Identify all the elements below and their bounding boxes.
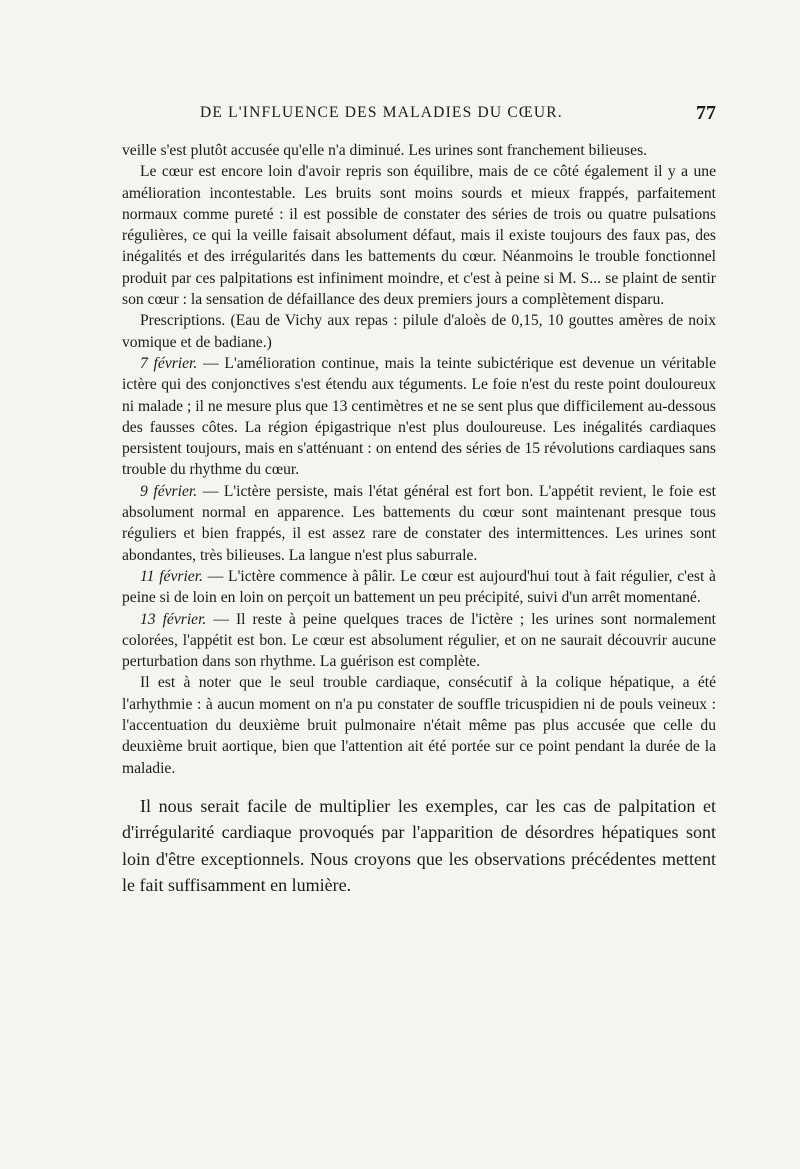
paragraph-text: — L'ictère commence à pâlir. Le cœur est aujourd'hui tout à fait régulier, c'est à peine si de loin en loin on perçoit un battement un peu précipité, suivi d'un arrêt momentané. <box>122 567 716 607</box>
paragraph <box>122 609 716 673</box>
paragraph-text: — L'amélioration continue, mais la teinte subictérique est devenue un véritable ictère qui des conjonctives s'est étendu aux téguments. Le foie n'est du reste point douloureux ni malade ; il ne mesure plus que 13 centimètres et ne se sent plus que difficilement au-dessous des fausses côtes. La région épigastrique n'est plus douloureuse. Les inégalités cardiaques persistent toujours, mais en s'atténuant : on entend des séries de 15 révolutions cardiaques sans trouble du rhythme du cœur. <box>122 354 716 479</box>
paragraph <box>122 310 716 353</box>
body-text <box>122 140 716 899</box>
paragraph-text: — Il reste à peine quelques traces de l'ictère ; les urines sont normalement colorées, l'appétit est bon. Le cœur est absolument régulier, et on ne saurait découvrir aucune perturbation dans son rhythme. La guérison est complète. <box>122 610 716 671</box>
paragraph-text: Prescriptions. (Eau de Vichy aux repas : pilule d'aloès de 0,15, 10 gouttes amères de noix vomique et de badiane.) <box>122 312 716 351</box>
paragraph <box>122 161 716 310</box>
paragraph <box>122 140 716 161</box>
entry-date: 7 février. <box>140 354 198 372</box>
entry-date: 13 février. <box>140 610 207 628</box>
conclusion-paragraph <box>122 793 716 899</box>
paragraph-text: Le cœur est encore loin d'avoir repris son équilibre, mais de ce côté également il y a une amélioration incontestable. Les bruits sont moins sourds et mieux frappés, parfaitement normaux comme pureté : il est possible de constater des séries de trois ou quatre pulsations régulières, ce qui la veille faisait absolument défaut, mais il existe toujours des faux pas, des inégalités et des irrégularités dans les battements du cœur. Néanmoins le trouble fonctionnel produit par ces palpitations est infiniment moindre, et c'est à peine si M. S... se plaint de sentir son cœur : la sensation de défaillance des deux premiers jours a complètement disparu. <box>122 163 716 309</box>
paragraph <box>122 672 716 778</box>
paragraph-text: Il nous serait facile de multiplier les exemples, car les cas de palpitation et d'irrégularité cardiaque provoqués par l'apparition de désordres hépatiques sont loin d'être exceptionnels. Nous croyons que les observations précédentes mettent le fait suffisamment en lumière. <box>122 795 716 896</box>
paragraph-text: veille s'est plutôt accusée qu'elle n'a diminué. Les urines sont franchement bilieuses. <box>122 142 648 159</box>
paragraph-text: Il est à noter que le seul trouble cardiaque, consécutif à la colique hépatique, a été l'arhythmie : à aucun moment on n'a pu constater de souffle tricuspidien ni de pouls veineux : l'accentuation du deuxième bruit pulmonaire n'était même pas plus accusée que celle du deuxième bruit aortique, bien que l'attention ait été portée sur ce point pendant la durée de la maladie. <box>122 674 716 777</box>
paragraph <box>122 481 716 566</box>
paragraph-text: — L'ictère persiste, mais l'état général est fort bon. L'appétit revient, le foie est absolument normal en apparence. Les battements du cœur sont maintenant presque tous réguliers et bien frappés, il est assez rare de constater des intermittences. Les urines sont abondantes, très bilieuses. La langue n'est plus saburrale. <box>122 482 717 564</box>
paragraph <box>122 353 716 481</box>
paragraph <box>122 566 716 609</box>
page-number: 77 <box>696 102 716 124</box>
running-title: DE L'INFLUENCE DES MALADIES DU CŒUR. <box>200 104 563 121</box>
page-header <box>122 102 716 130</box>
entry-date: 9 février. <box>140 482 198 500</box>
entry-date: 11 février. <box>140 567 203 585</box>
